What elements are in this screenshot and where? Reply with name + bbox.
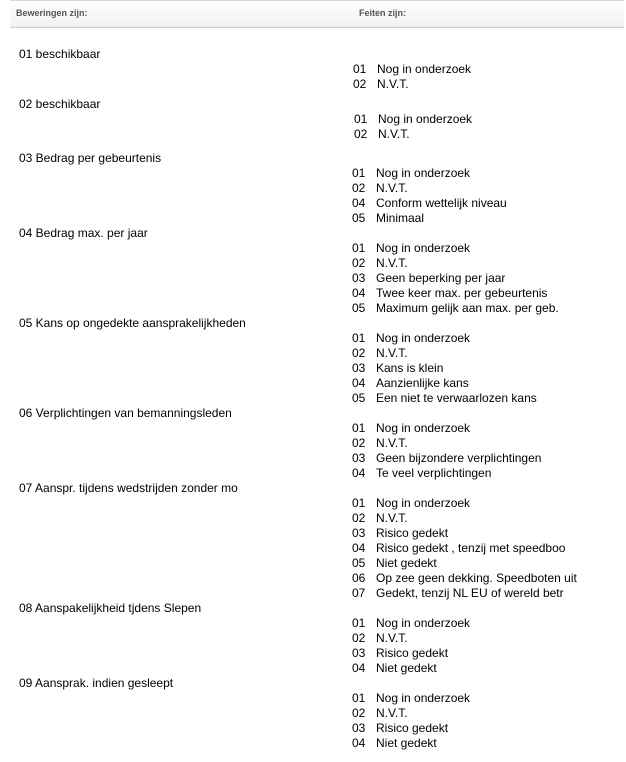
fact-text: Nog in onderzoek <box>376 241 471 255</box>
claims-column-header: Beweringen zijn: <box>16 8 88 18</box>
fact-text: Geen bijzondere verplichtingen <box>376 451 542 465</box>
fact-code: 01 <box>352 166 366 180</box>
fact-text: Nog in onderzoek <box>376 166 471 180</box>
fact-code: 05 <box>352 391 366 405</box>
fact-text: N.V.T. <box>376 706 408 720</box>
fact-code: 05 <box>352 211 366 225</box>
fact-text: Nog in onderzoek <box>376 421 471 435</box>
fact-code: 04 <box>352 376 366 390</box>
fact-text: Niet gedekt <box>376 736 437 750</box>
fact-text: Niet gedekt <box>376 556 437 570</box>
fact-code: 01 <box>354 112 368 126</box>
claim-label: 04 Bedrag max. per jaar <box>19 226 148 240</box>
fact-code: 01 <box>352 241 366 255</box>
fact-text: N.V.T. <box>376 436 408 450</box>
fact-text: Een niet te verwaarlozen kans <box>376 391 537 405</box>
fact-code: 01 <box>352 616 366 630</box>
fact-code: 02 <box>352 346 366 360</box>
fact-text: Geen beperking per jaar <box>376 271 506 285</box>
fact-text: N.V.T. <box>376 181 408 195</box>
fact-text: Twee keer max. per gebeurtenis <box>376 286 548 300</box>
claim-label: 05 Kans op ongedekte aansprakelijkheden <box>19 316 246 330</box>
fact-code: 03 <box>352 721 366 735</box>
claim-label: 08 Aanspakelijkheid tjdens Slepen <box>19 601 202 615</box>
fact-text: Nog in onderzoek <box>376 331 471 345</box>
fact-text: Nog in onderzoek <box>377 62 472 76</box>
fact-text: N.V.T. <box>376 511 408 525</box>
fact-code: 05 <box>352 301 366 315</box>
fact-code: 02 <box>352 436 366 450</box>
fact-code: 02 <box>352 706 366 720</box>
claim-label: 03 Bedrag per gebeurtenis <box>19 151 162 165</box>
fact-code: 02 <box>352 181 366 195</box>
fact-text: Nog in onderzoek <box>376 616 471 630</box>
fact-text: Risico gedekt <box>376 646 449 660</box>
fact-text: Nog in onderzoek <box>376 691 471 705</box>
fact-text: Niet gedekt <box>376 661 437 675</box>
fact-text: Risico gedekt <box>376 721 449 735</box>
fact-code: 02 <box>354 127 368 141</box>
fact-text: Nog in onderzoek <box>376 496 471 510</box>
fact-text: Nog in onderzoek <box>378 112 473 126</box>
fact-text: N.V.T. <box>376 631 408 645</box>
fact-text: Risico gedekt <box>376 526 449 540</box>
fact-code: 01 <box>352 691 366 705</box>
claim-label: 01 beschikbaar <box>19 47 101 61</box>
fact-code: 03 <box>352 646 366 660</box>
fact-text: Kans is klein <box>376 361 444 375</box>
fact-code: 02 <box>352 511 366 525</box>
fact-code: 04 <box>352 541 366 555</box>
fact-code: 02 <box>352 256 366 270</box>
fact-text: N.V.T. <box>376 346 408 360</box>
fact-code: 01 <box>352 496 366 510</box>
fact-code: 07 <box>352 586 366 600</box>
fact-code: 04 <box>352 661 366 675</box>
fact-text: Op zee geen dekking. Speedboten uit <box>376 571 577 585</box>
fact-code: 02 <box>352 631 366 645</box>
fact-code: 03 <box>352 361 366 375</box>
claim-label: 07 Aanspr. tijdens wedstrijden zonder mo <box>19 481 238 495</box>
fact-text: Gedekt, tenzij NL EU of wereld betr <box>376 586 564 600</box>
fact-text: N.V.T. <box>376 256 408 270</box>
facts-column-header: Feiten zijn: <box>359 8 406 18</box>
fact-text: Risico gedekt , tenzij met speedboo <box>376 541 566 555</box>
fact-code: 04 <box>352 286 366 300</box>
fact-code: 04 <box>352 466 366 480</box>
fact-code: 04 <box>352 196 366 210</box>
claim-label: 09 Aansprak. indien gesleept <box>19 676 174 690</box>
claim-label: 02 beschikbaar <box>19 97 101 111</box>
fact-code: 01 <box>352 331 366 345</box>
fact-code: 02 <box>353 77 367 91</box>
table-header <box>10 0 624 28</box>
fact-code: 01 <box>353 62 367 76</box>
fact-text: Conform wettelijk niveau <box>376 196 507 210</box>
fact-text: Minimaal <box>376 211 425 225</box>
fact-code: 03 <box>352 526 366 540</box>
fact-code: 03 <box>352 451 366 465</box>
fact-text: N.V.T. <box>378 127 410 141</box>
fact-code: 01 <box>352 421 366 435</box>
fact-code: 05 <box>352 556 366 570</box>
fact-text: N.V.T. <box>377 77 409 91</box>
fact-text: Aanzienlijke kans <box>376 376 469 390</box>
claim-label: 06 Verplichtingen van bemanningsleden <box>19 406 232 420</box>
fact-text: Te veel verplichtingen <box>376 466 492 480</box>
fact-code: 03 <box>352 271 366 285</box>
fact-code: 04 <box>352 736 366 750</box>
fact-text: Maximum gelijk aan max. per geb. <box>376 301 559 315</box>
fact-code: 06 <box>352 571 366 585</box>
